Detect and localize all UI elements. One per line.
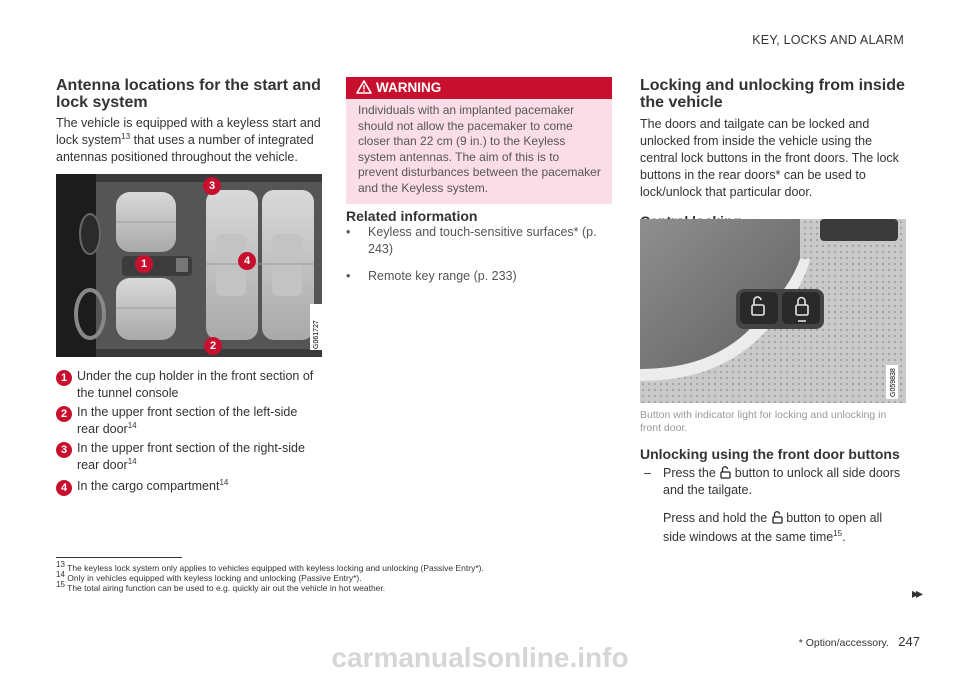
footnote-text: Only in vehicles equipped with keyless locking and unlocking (Passive Entry*).	[67, 573, 362, 583]
list-item-text: In the upper front section of the left-side rear door	[77, 405, 298, 436]
car-interior-image	[56, 174, 322, 357]
antenna-intro	[56, 115, 322, 166]
bullet-icon: •	[346, 269, 351, 283]
door-image-caption: Button with indicator light for locking and unlocking in front door.	[640, 409, 887, 434]
page-number: 247	[898, 634, 920, 649]
footnote-number: 15	[56, 580, 65, 590]
footnote-ref-14[interactable]: 14	[127, 456, 137, 466]
watermark: carmanualsonline.info	[331, 642, 629, 673]
step-text-1a: Press the	[663, 466, 716, 480]
warning-box	[346, 77, 612, 204]
door-button-image	[640, 219, 906, 403]
step-dash: –	[644, 466, 651, 480]
list-item-text-wrap	[77, 368, 322, 402]
footnote	[56, 580, 856, 593]
list-number-badge: 1	[56, 370, 72, 386]
marker-3: 3	[203, 177, 221, 195]
footnote-text: The total airing function can be used to e.g. quickly air out the vehicle in hot weather.	[67, 583, 386, 593]
list-item-text: Under the cup holder in the front section of the tunnel console	[77, 369, 314, 400]
antenna-section-title: Antenna locations for the start and lock system	[56, 77, 321, 111]
related-info-title: Related information	[346, 208, 478, 224]
right-column	[640, 77, 908, 230]
list-item-text: In the cargo compartment	[77, 479, 220, 493]
footnote-divider	[56, 557, 182, 558]
step-text-2	[640, 509, 906, 547]
unlock-step	[640, 465, 906, 547]
related-link-remote-key[interactable]	[346, 268, 612, 285]
unlocking-front-title: Unlocking using the front door buttons	[640, 446, 900, 462]
footnote-number: 14	[56, 570, 65, 580]
footnotes	[56, 560, 856, 593]
footnote-ref-14[interactable]: 14	[219, 477, 229, 487]
bullet-icon: •	[346, 225, 351, 239]
list-item-text-wrap	[77, 478, 322, 495]
door-lock-button-illustration	[640, 219, 906, 403]
footnote-ref-13[interactable]: 13	[121, 131, 131, 141]
related-link-text[interactable]: Keyless and touch-sensitive surfaces* (p. 243)	[368, 225, 597, 256]
step-text-2a: Press and hold the	[663, 511, 768, 525]
footnote-text: The keyless lock system only applies to vehicles equipped with keyless locking and unlocking (Passive Entry*).	[67, 563, 484, 573]
marker-4: 4	[238, 252, 256, 270]
image-code: G059838	[890, 368, 897, 397]
locking-intro: The doors and tailgate can be locked and unlocked from inside the vehicle using the central lock buttons in the front doors. The lock buttons in the rear doors* can be used to lock/unlock that particular door.	[640, 117, 899, 199]
list-number-badge: 2	[56, 406, 72, 422]
intro-text-2: that uses a number of integrated antennas positioned throughout the vehicle.	[56, 133, 314, 164]
related-link-text[interactable]: Remote key range (p. 233)	[368, 269, 517, 283]
step-text-2-end: .	[842, 530, 846, 544]
step-text-1	[640, 465, 906, 499]
list-number-badge: 3	[56, 442, 72, 458]
list-number-badge: 4	[56, 480, 72, 496]
image-code: G061727	[313, 320, 320, 349]
footnote-ref-15[interactable]: 15	[833, 528, 843, 538]
left-column	[56, 77, 322, 166]
option-note: * Option/accessory.	[798, 637, 889, 649]
footnote	[56, 560, 856, 573]
warning-triangle-icon	[356, 80, 372, 94]
list-item-text-wrap	[77, 440, 305, 474]
car-interior-illustration	[56, 174, 322, 357]
footnote-number: 13	[56, 560, 65, 570]
intro-text-1: The vehicle is equipped with a keyless start and lock system	[56, 116, 321, 147]
step-text-1b: button to unlock all side doors and the tailgate.	[663, 466, 901, 497]
warning-header	[346, 77, 612, 99]
section-header: KEY, LOCKS AND ALARM	[752, 33, 904, 47]
locking-section-title: Locking and unlocking from inside the vehicle	[640, 77, 905, 111]
list-item-text-wrap	[77, 404, 322, 438]
related-info	[346, 208, 612, 283]
unlock-icon	[719, 466, 731, 479]
warning-label: WARNING	[376, 80, 442, 95]
unlock-icon	[771, 511, 783, 524]
step-text-2b: button to open all side windows at the same time	[663, 511, 883, 544]
marker-1: 1	[135, 255, 153, 273]
warning-text: Individuals with an implanted pacemaker should not allow the pacemaker to come closer than 22 cm (9 in.) to the Keyless system antennas. The aim of this is to prevent disturbances between the pacemaker and the Keyless system.	[346, 99, 612, 204]
footnote-ref-14[interactable]: 14	[127, 420, 137, 430]
related-link-keyless[interactable]	[346, 224, 600, 258]
list-item-text: In the upper front section of the right-side rear door	[77, 441, 305, 472]
footnote	[56, 570, 856, 583]
marker-2: 2	[204, 337, 222, 355]
next-page-arrows[interactable]: ▸▸	[911, 585, 920, 601]
